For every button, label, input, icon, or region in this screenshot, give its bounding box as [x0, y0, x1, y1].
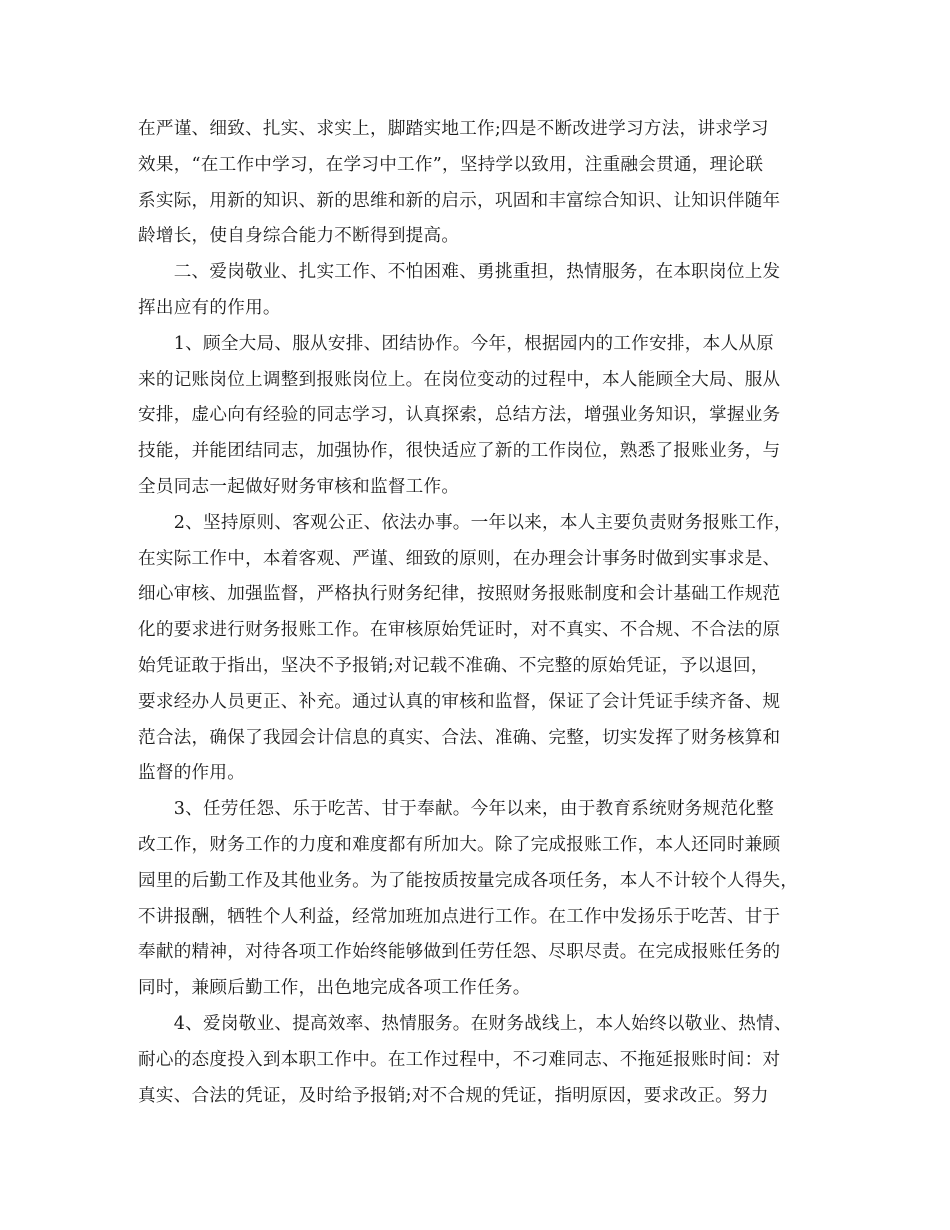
text-line: 细心审核、加强监督，严格执行财务纪律，按照财务报账制度和会计基础工作规范	[138, 584, 781, 605]
text-line: 同时，兼顾后勤工作，出色地完成各项工作任务。	[138, 978, 531, 999]
document-body	[138, 112, 818, 1114]
text-line: 在严谨、细致、扎实、求实上，脚踏实地工作;四是不断改进学习方法，讲求学习	[138, 119, 769, 139]
text-line: 技能，并能团结同志，加强协作，很快适应了新的工作岗位，熟悉了报账业务，与	[138, 441, 781, 462]
text-line: 挥出应有的作用。	[138, 297, 281, 318]
text-line: 要求经办人员更正、补充。通过认真的审核和监督，保证了会计凭证手续齐备、规	[138, 691, 781, 712]
text-line: 范合法，确保了我园会计信息的真实、合法、准确、完整，切实发挥了财务核算和	[138, 727, 781, 748]
text-line: 监督的作用。	[138, 763, 246, 784]
text-line: 龄增长，使自身综合能力不断得到提高。	[138, 226, 460, 247]
text-line: 1、顾全大局、服从安排、团结协作。今年，根据园内的工作安排，本人从原	[138, 333, 774, 354]
text-line: 始凭证敢于指出，坚决不予报销;对记载不准确、不完整的原始凭证，予以退回，	[138, 655, 769, 676]
text-line: 全员同志一起做好财务审核和监督工作。	[138, 476, 460, 497]
text-line: 系实际，用新的知识、新的思维和新的启示，巩固和丰富综合知识、让知识伴随年	[138, 190, 781, 211]
text-line: 3、任劳任怨、乐于吃苦、甘于奉献。今年以来，由于教育系统财务规范化整	[138, 799, 774, 820]
text-line: 2、坚持原则、客观公正、依法办事。一年以来，本人主要负责财务报账工作，	[138, 512, 792, 533]
text-line: 不讲报酬，牺牲个人利益，经常加班加点进行工作。在工作中发扬乐于吃苦、甘于	[138, 906, 781, 927]
text-line: 在实际工作中，本着客观、严谨、细致的原则，在办理会计事务时做到实事求是、	[138, 548, 781, 569]
text-line: 园里的后勤工作及其他业务。为了能按质按量完成各项任务，本人不计较个人得失，	[138, 870, 799, 891]
text-line: 耐心的态度投入到本职工作中。在工作过程中，不刁难同志、不拖延报账时间：对	[138, 1049, 781, 1070]
text-line: 来的记账岗位上调整到报账岗位上。在岗位变动的过程中，本人能顾全大局、服从	[138, 369, 781, 390]
text-line: 奉献的精神，对待各项工作始终能够做到任劳任怨、尽职尽责。在完成报账任务的	[138, 942, 781, 963]
text-line: 化的要求进行财务报账工作。在审核原始凭证时，对不真实、不合规、不合法的原	[138, 620, 781, 641]
text-line: 效果，“在工作中学习，在学习中工作”，坚持学以致用，注重融会贯通，理论联	[138, 154, 764, 175]
text-line: 安排，虚心向有经验的同志学习，认真探索，总结方法，增强业务知识，掌握业务	[138, 405, 781, 426]
text-line: 真实、合法的凭证，及时给予报销;对不合规的凭证，指明原因，要求改正。努力	[138, 1085, 769, 1106]
text-line: 二、爱岗敬业、扎实工作、不怕困难、勇挑重担，热情服务，在本职岗位上发	[138, 262, 781, 283]
text-line: 4、爱岗敬业、提高效率、热情服务。在财务战线上，本人始终以敬业、热情、	[138, 1013, 792, 1034]
text-line: 改工作，财务工作的力度和难度都有所加大。除了完成报账工作，本人还同时兼顾	[138, 834, 781, 855]
